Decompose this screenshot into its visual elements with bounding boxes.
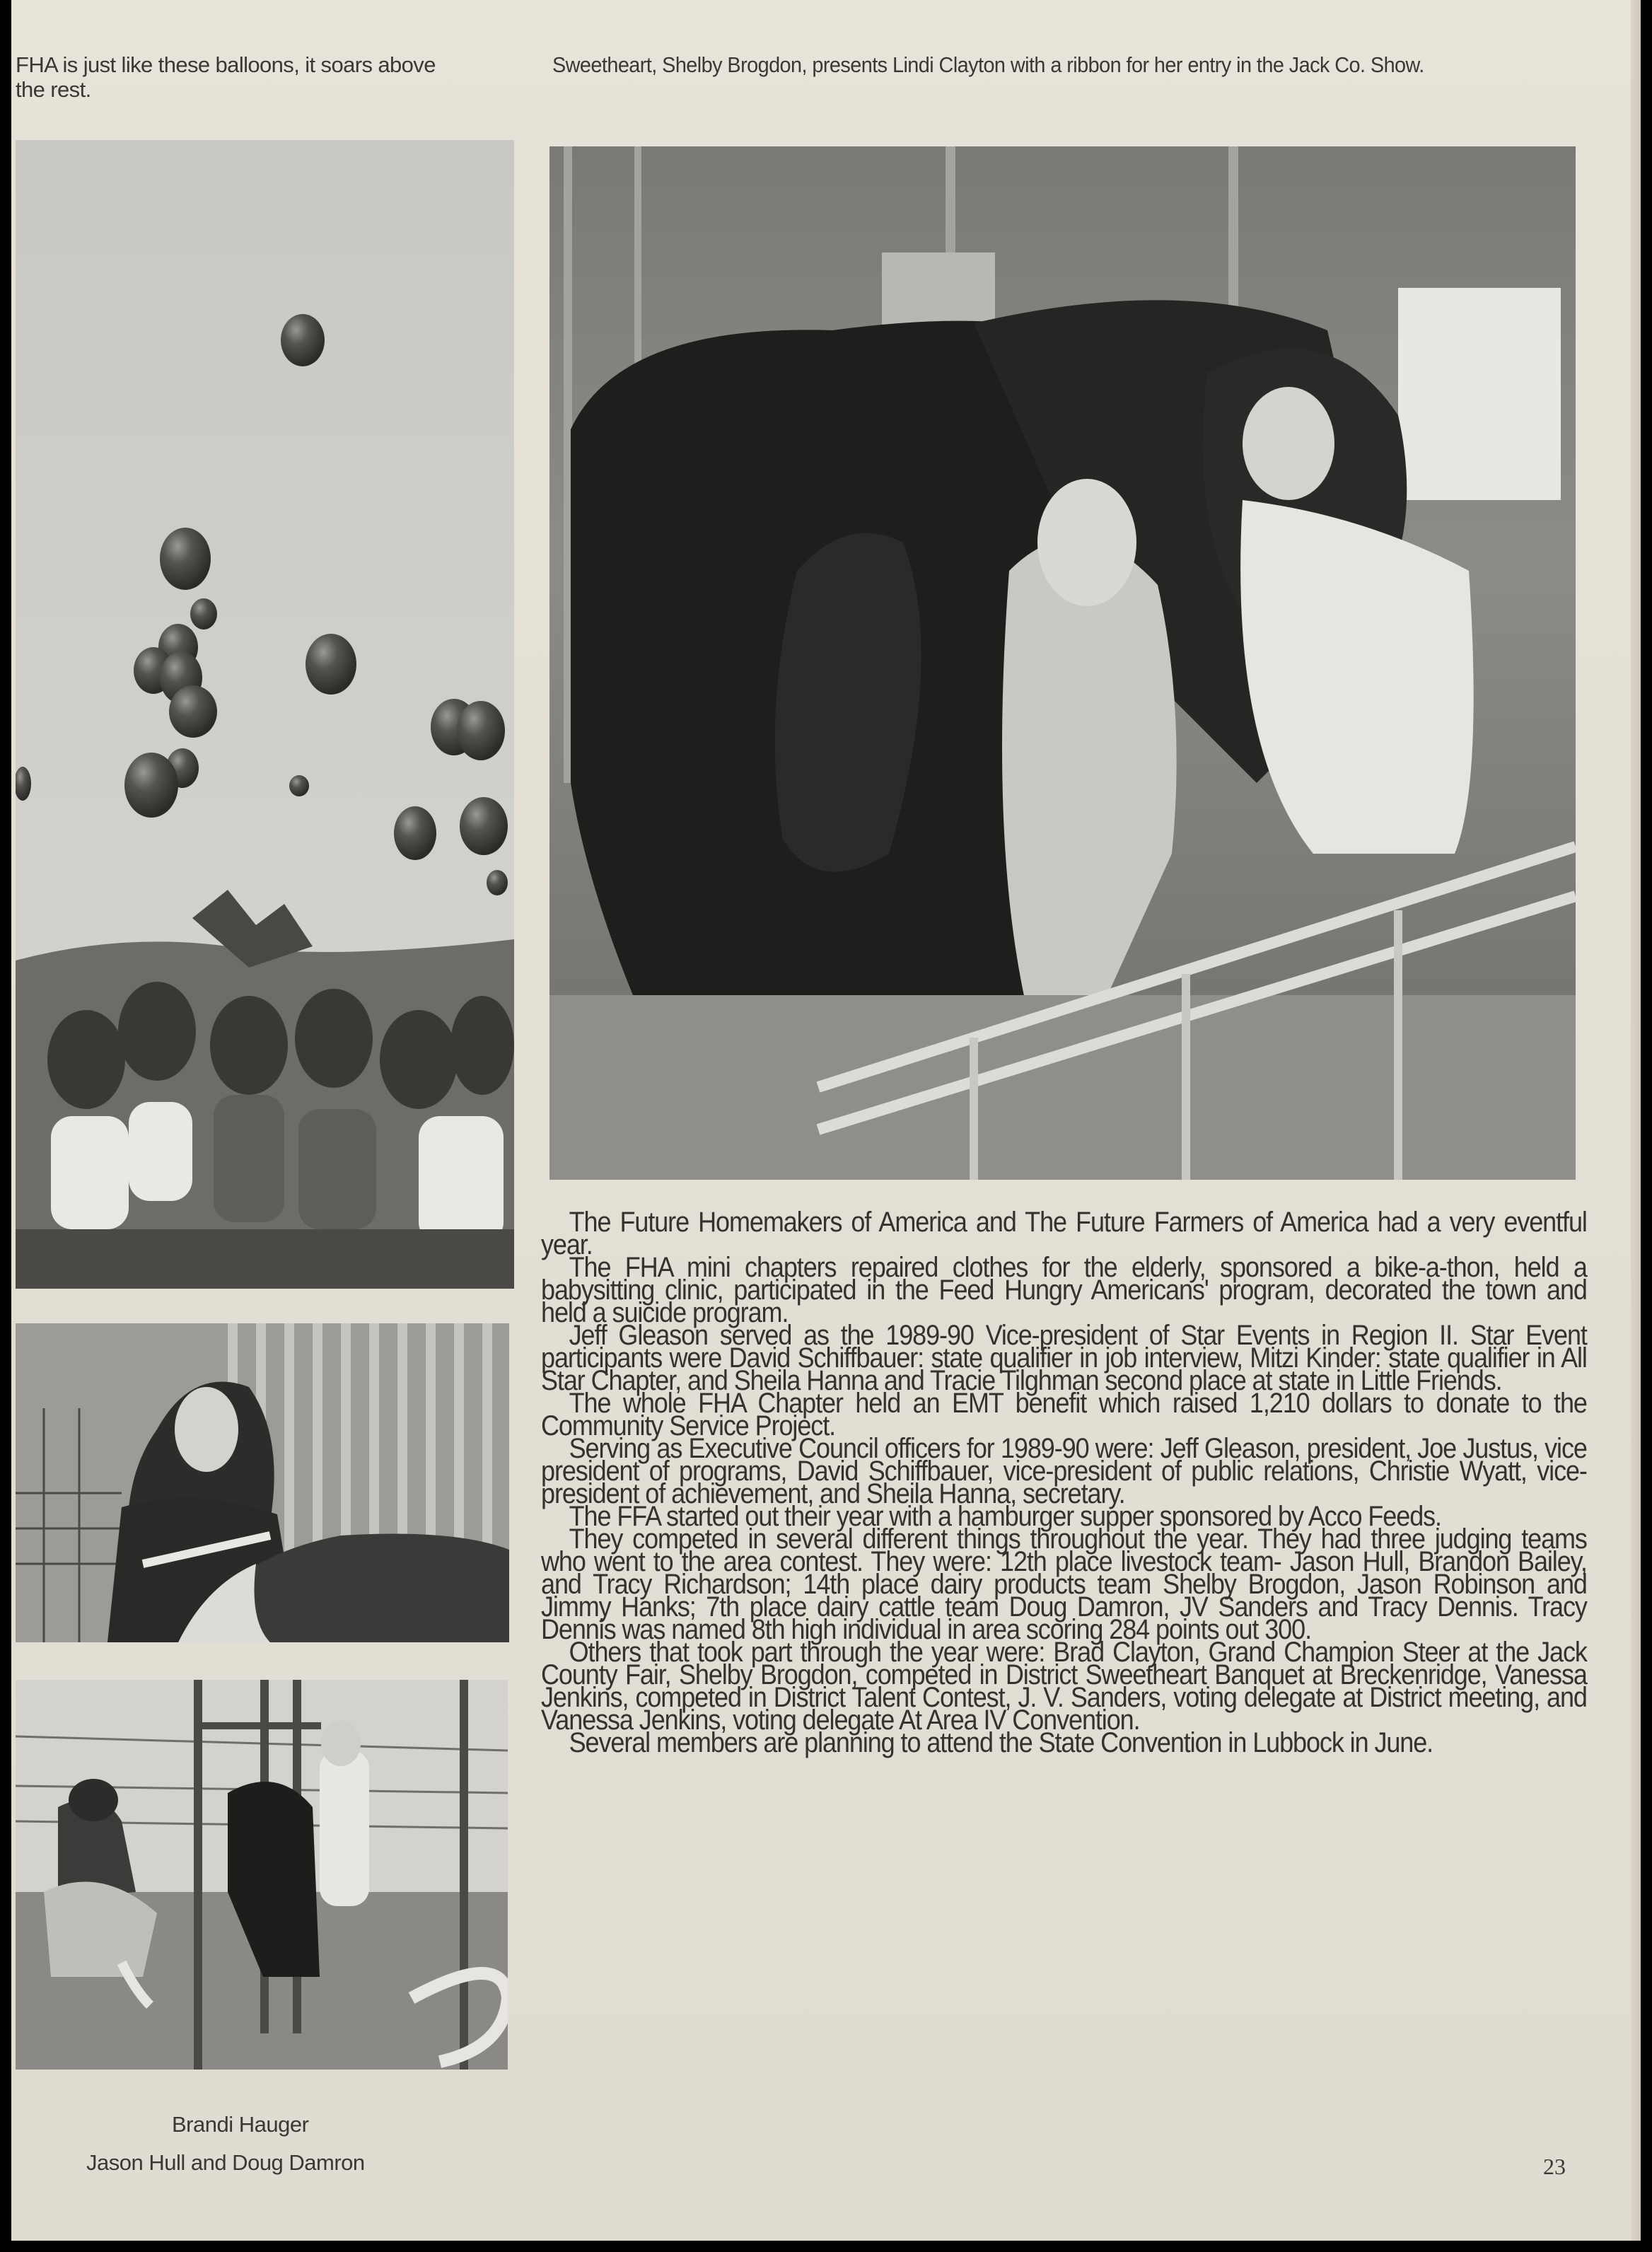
dairy-cow-photo-image bbox=[16, 1680, 508, 2070]
yearbook-page bbox=[11, 0, 1641, 2241]
article-paragraph: They competed in several different things throughout the year. They had three judging teams who went to the area contest. They were: 12th place livestock team- Jason Hull, Brandon Bailey, and Tracy Richardson; 14th place dairy products team Shelby Brogdon, Jason Robinson and Jimmy Hanks; 7th place dairy cattle team Doug Damron, JV Sanders and Tracy Dennis. Tracy Dennis was named 8th high individual in area scoring 284 points out 300. bbox=[541, 1523, 1587, 1645]
article-paragraph: Several members are planning to attend the State Convention in Lubbock in June. bbox=[569, 1727, 1433, 1758]
main-photo-caption: Sweetheart, Shelby Brogdon, presents Lindi Clayton with a ribbon for her entry in the Jack Co. Show. bbox=[552, 52, 1424, 77]
livestock-show-photo bbox=[549, 146, 1576, 1180]
photo-credit-jason-doug: Jason Hull and Doug Damron bbox=[86, 2150, 365, 2175]
balloons-caption: FHA is just like these balloons, it soars above the rest. bbox=[16, 52, 436, 102]
pig-grooming-photo-image bbox=[16, 1323, 509, 1642]
article-paragraph: The whole FHA Chapter held an EMT benefit which raised 1,210 dollars to donate to the Community Service Project. bbox=[541, 1388, 1587, 1441]
article-paragraph: The Future Homemakers of America and The Future Farmers of America had a very eventful year. bbox=[541, 1207, 1587, 1260]
page-edge bbox=[1631, 0, 1641, 2241]
page-number: 23 bbox=[1543, 2154, 1566, 2179]
article-paragraph: Serving as Executive Council officers for 1989-90 were: Jeff Gleason, president, Joe Justus, vice president of programs, David Schiffbauer, vice-president of public relations, Christie Wyatt, vice-president of achievement, and Sheila Hanna, secretary. bbox=[541, 1433, 1587, 1509]
photo-credit-brandi: Brandi Hauger bbox=[172, 2112, 309, 2137]
balloons-photo-image bbox=[16, 140, 514, 1289]
livestock-show-photo-image bbox=[549, 146, 1576, 1180]
article-body bbox=[541, 1207, 1587, 1758]
pig-grooming-photo bbox=[16, 1323, 509, 1642]
balloons-photo bbox=[16, 140, 514, 1289]
article-paragraph: The FFA started out their year with a hamburger supper sponsored by Acco Feeds. bbox=[569, 1501, 1441, 1532]
article-paragraph: Others that took part through the year were: Brad Clayton, Grand Champion Steer at the Jack County Fair, Shelby Brogdon, competed in District Sweetheart Banquet at Breckenridge, Vanessa Jenkins, competed in District Talent Contest, J. V. Sanders, voting delegate at District meeting, and Vanessa Jenkins, voting delegate At Area IV Convention. bbox=[541, 1637, 1587, 1736]
dairy-cow-photo bbox=[16, 1680, 508, 2070]
article-paragraph: The FHA mini chapters repaired clothes for the elderly, sponsored a bike-a-thon, held a babysitting clinic, participated in the Feed Hungry Americans' program, decorated the town and held a suicide program. bbox=[541, 1252, 1587, 1328]
article-paragraph: Jeff Gleason served as the 1989-90 Vice-president of Star Events in Region II. Star Event participants were David Schiffbauer: state qualifier in job interview, Mitzi Kinder: state qualifier in All Star Chapter, and Sheila Hanna and Tracie Tilghman second place at state in Little Friends. bbox=[541, 1320, 1587, 1396]
